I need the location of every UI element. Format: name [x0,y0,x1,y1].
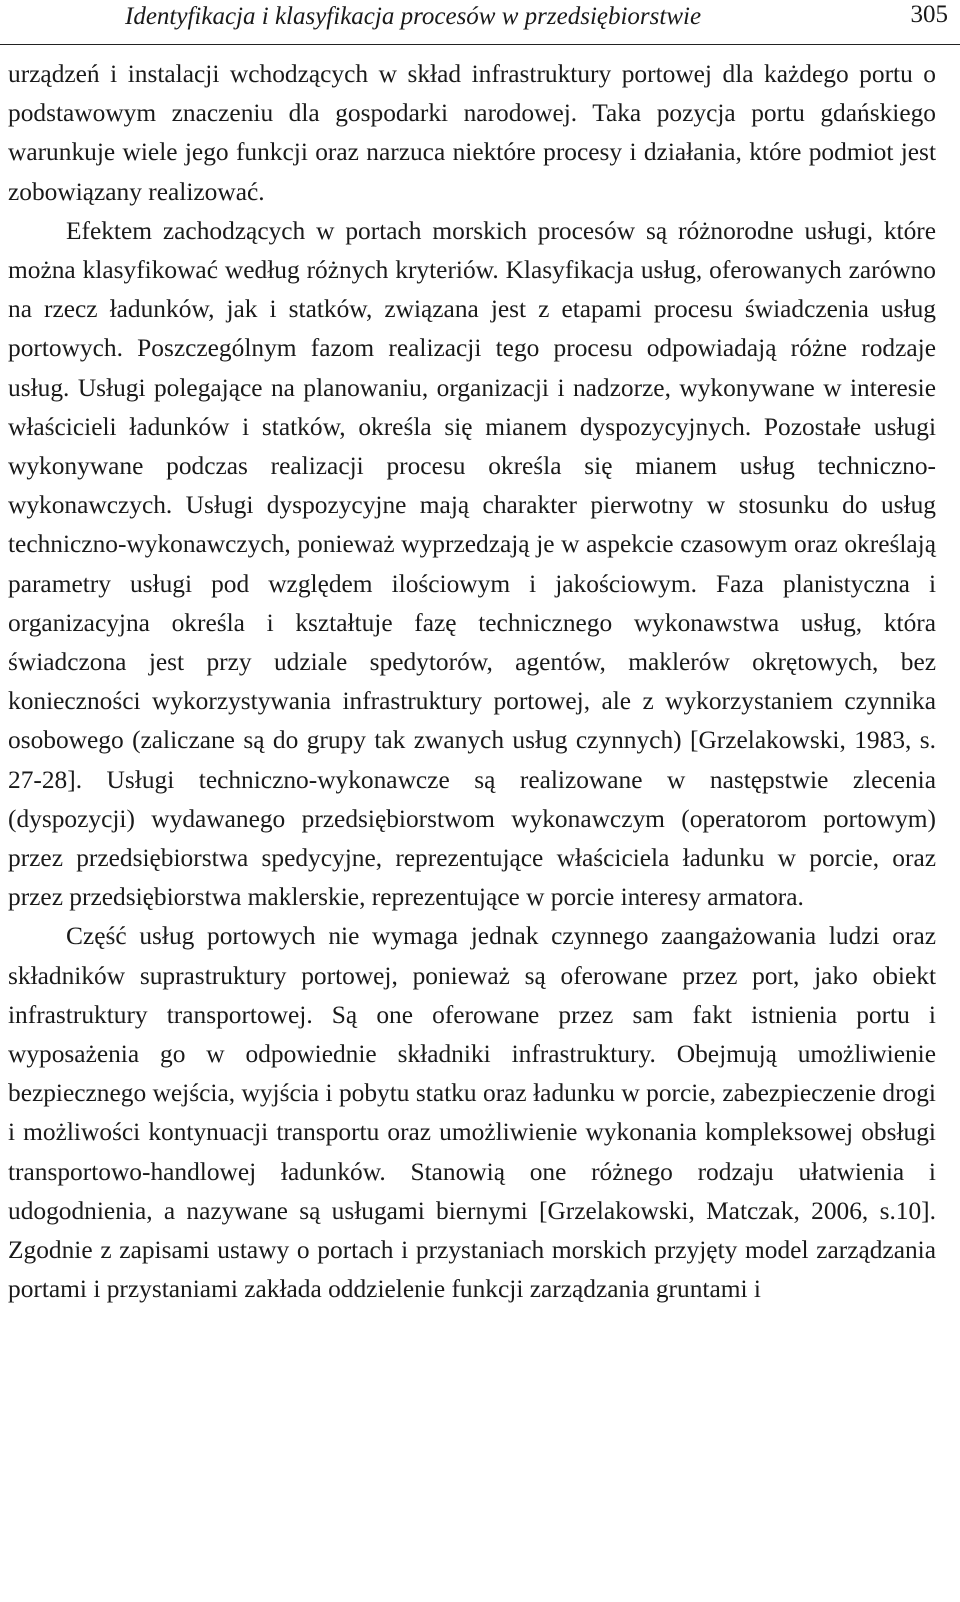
paragraph: Część usług portowych nie wymaga jednak czynnego zaangażowania ludzi oraz składników suprastruktury portowej, ponieważ są oferowane przez port, jako obiekt infrastruktury transportowej. Są one oferowane przez sam fakt istnienia portu i wyposażenia go w odpowiednie składniki infrastruktury. Obejmują umożliwienie bezpiecznego wejścia, wyjścia i pobytu statku oraz ładunku w porcie, zabezpieczenie drogi i możliwości kontynuacji transportu oraz umożliwienie wykonania kompleksowej obsługi transportowo-handlowej ładunków. Stanowią one różnego rodzaju ułatwienia i udogodnienia, a nazywane są usługami biernymi [Grzelakowski, Matczak, 2006, s.10]. Zgodnie z zapisami ustawy o portach i przystaniach morskich przyjęty model zarządzania portami i przystaniami zakłada oddzielenie funkcji zarządzania gruntami i [8,922,936,1304]
running-title: Identyfikacja i klasyfikacja procesów w przedsiębiorstwie [125,3,702,30]
paragraph: Efektem zachodzących w portach morskich procesów są różnorodne usługi, które można klasyfikować według różnych kryteriów. Klasyfikacja usług, oferowanych zarówno na rzecz ładunków, jak i statków, związana jest z etapami procesu świadczenia usług portowych. Poszczególnym fazom realizacji tego procesu odpowiadają różne rodzaje usług. Usługi polegające na planowaniu, organizacji i nadzorze, wykonywane w interesie właścicieli ładunków i statków, określa się mianem dyspozycyjnych. Pozostałe usługi wykonywane podczas realizacji procesu określa się mianem usług techniczno-wykonawczych. Usługi dyspozycyjne mają charakter pierwotny w stosunku do usług techniczno-wykonawczych, ponieważ wyprzedzają je w aspekcie czasowym oraz określają parametry usługi pod względem ilościowym i jakościowym. Faza planistyczna i organizacyjna określa i kształtuje fazę technicznego wykonawstwa usług, która świadczona jest przy udziale spedytorów, agentów, maklerów okrętowych, bez konieczności wykorzystywania infrastruktury portowej, ale z wykorzystaniem czynnika osobowego (zaliczane są do grupy tak zwanych usług czynnych) [Grzelakowski, 1983, s. 27-28]. Usługi techniczno-wykonawcze są realizowane w następstwie zlecenia (dyspozycji) wydawanego przedsiębiorstwom wykonawczym (operatorom portowym) przez przedsiębiorstwa spedycyjne, reprezentujące właściciela ładunku w porcie, oraz przez przedsiębiorstwa maklerskie, reprezentujące w porcie interesy armatora. [8,216,936,912]
paragraph-continued: urządzeń i instalacji wchodzących w skład infrastruktury portowej dla każdego portu o podstawowym znaczeniu dla gospodarki narodowej. Taka pozycja portu gdańskiego warunkuje wiele jego funkcji oraz narzuca niektóre procesy i działania, które podmiot jest zobowiązany realizować. [8,60,936,206]
body-text [8,55,936,1310]
page-number: 305 [910,1,948,28]
running-header [0,0,960,45]
